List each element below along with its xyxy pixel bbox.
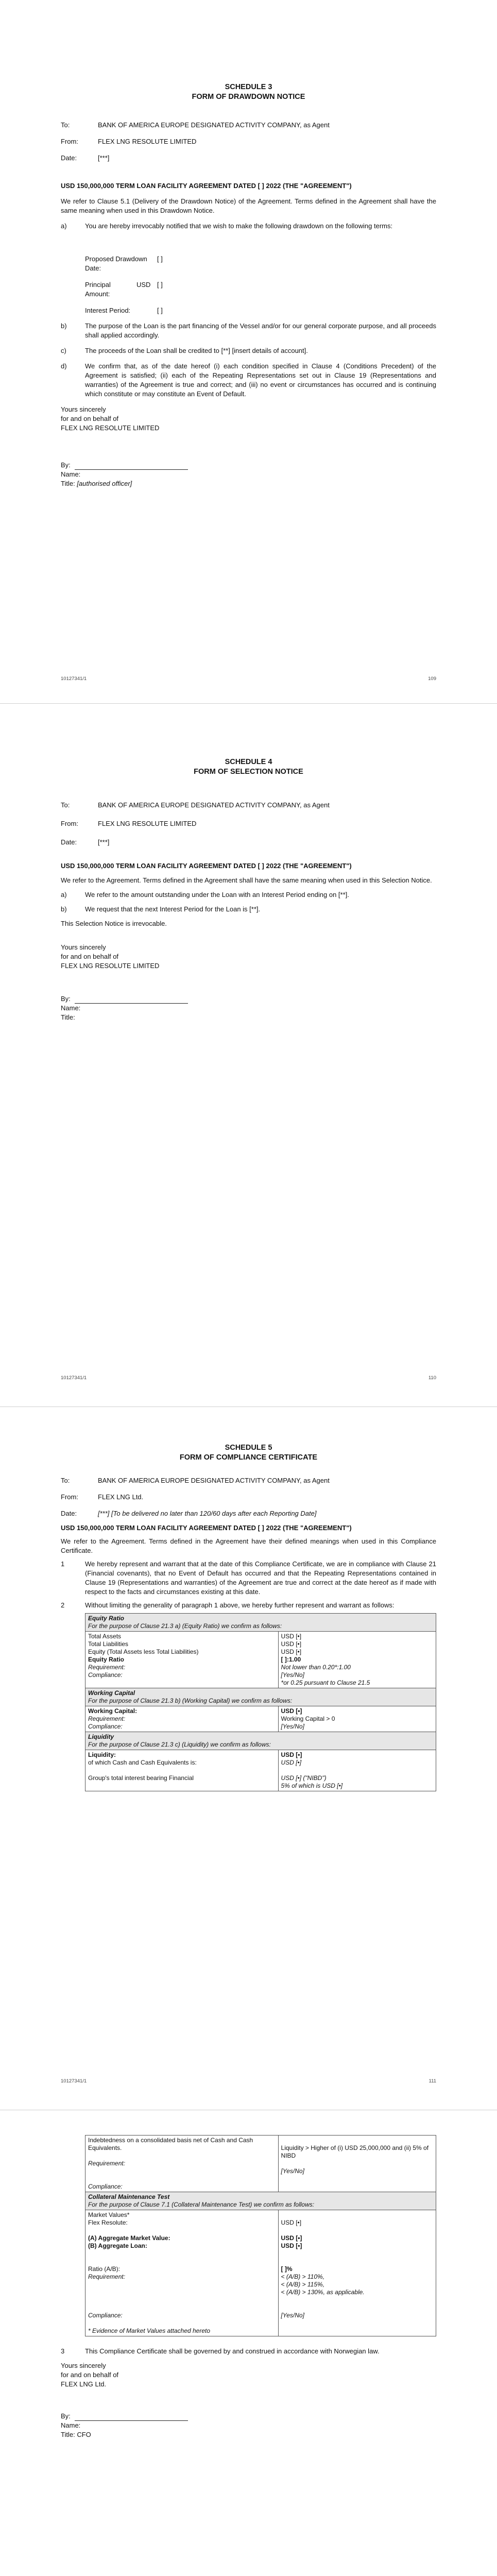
on-behalf: for and on behalf of <box>61 953 119 960</box>
from-field: From: FLEX LNG Ltd. <box>61 1493 144 1501</box>
doc-ref: 10127341/1 <box>61 676 87 682</box>
to-field: To: BANK OF AMERICA EUROPE DESIGNATED ACTIVITY COMPANY, as Agent <box>61 801 330 809</box>
sign-off: Yours sincerely <box>61 2362 106 2369</box>
schedule-title: FORM OF SELECTION NOTICE <box>194 768 303 776</box>
schedule-number: SCHEDULE 3 <box>225 83 272 91</box>
page-content <box>61 2135 436 2439</box>
collateral-labels: Market Values* Flex Resolute: (A) Aggregate Market Value: (B) Aggregate Loan: Ratio (A/B): Requirement: Compliance: * Evidence of Market Values attached hereto <box>85 2210 279 2336</box>
compliance-table <box>85 1613 436 1791</box>
intro-paragraph: We refer to the Agreement. Terms defined in the Agreement have their defined meanings when used in this Compliance Certificate. <box>61 1537 436 1554</box>
page-number: 109 <box>428 676 436 682</box>
intro-paragraph: We refer to the Agreement. Terms defined in the Agreement shall have the same meaning when used in this Selection Notice. <box>61 876 432 884</box>
signatory-company: FLEX LNG RESOLUTE LIMITED <box>61 424 160 432</box>
to-field: To: BANK OF AMERICA EUROPE DESIGNATED ACTIVITY COMPANY, as Agent <box>61 1477 330 1484</box>
agreement-heading: USD 150,000,000 TERM LOAN FACILITY AGREEMENT DATED [ ] 2022 (THE "AGREEMENT") <box>61 182 352 190</box>
from-field: From: FLEX LNG RESOLUTE LIMITED <box>61 138 197 145</box>
signatory-company: FLEX LNG RESOLUTE LIMITED <box>61 962 160 970</box>
date-field: Date: [***] <box>61 838 110 846</box>
signature-name: Name: <box>61 1004 81 1012</box>
equity-ratio-header: Equity Ratio For the purpose of Clause 21.3 a) (Equity Ratio) we confirm as follows: <box>85 1614 436 1632</box>
working-capital-header: Working Capital For the purpose of Clause 21.3 b) (Working Capital) we confirm as follows: <box>85 1688 436 1706</box>
doc-ref: 10127341/1 <box>61 1375 87 1381</box>
clause-a: a) You are hereby irrevocably notified that we wish to make the following drawdown on the following terms: <box>61 222 393 230</box>
signatory-company: FLEX LNG Ltd. <box>61 2380 107 2388</box>
principal-amount-row: Principal Amount: USD [ ] <box>85 281 163 298</box>
collateral-test-header: Collateral Maintenance Test For the purpose of Clause 7.1 (Collateral Maintenance Test) we confirm as follows: <box>85 2192 436 2210</box>
on-behalf: for and on behalf of <box>61 415 119 422</box>
signature-title: Title: <box>61 1013 75 1021</box>
signature-by: By: <box>61 994 436 1004</box>
liquidity-values: USD [•] USD [•] USD [•] ("NIBD") 5% of which is USD [•] <box>278 1750 436 1791</box>
page-footer <box>61 676 436 682</box>
schedule-title: FORM OF COMPLIANCE CERTIFICATE <box>179 1453 318 1462</box>
working-capital-labels: Working Capital: Requirement: Compliance: <box>85 1706 279 1732</box>
page-compliance-continued <box>0 2110 497 2576</box>
date-field: Date: [***] [To be delivered no later than 120/60 days after each Reporting Date] <box>61 1510 317 1517</box>
liquidity-continued-values: Liquidity > Higher of (i) USD 25,000,000 and (ii) 5% of NIBD [Yes/No] <box>278 2136 436 2192</box>
collateral-values: USD [•] USD [•] USD [•] [ ]% < (A/B) > 110%, < (A/B) > 115%, < (A/B) > 130%, as applicable. [Yes/No] <box>278 2210 436 2336</box>
clause-b: b) The purpose of the Loan is the part financing of the Vessel and/or for our general corporate purpose, and all proceeds shall applied accordingly. <box>61 322 436 339</box>
compliance-table-continued <box>85 2135 436 2336</box>
signature-name: Name: <box>61 470 81 478</box>
schedule-title: FORM OF DRAWDOWN NOTICE <box>192 93 305 101</box>
clause-c: c) The proceeds of the Loan shall be credited to [**] [insert details of account]. <box>61 347 308 354</box>
page-number: 111 <box>429 2078 436 2084</box>
clause-2: 2 Without limiting the generality of paragraph 1 above, we hereby further represent and warrant as follows: <box>61 1601 395 1609</box>
signature-line <box>75 463 188 470</box>
signature-title: Title: [authorised officer] <box>61 480 132 487</box>
clause-1: 1 We hereby represent and warrant that at the date of this Compliance Certificate, we are in compliance with Clause 21 (Financial covenants), that no Event of Default has occurred and that the Repeating Representations contained in Clause 19 (Representations and warranties) of the Agreement are true and correct at the date hereof as if made with respect to the facts and circumstances existing at this date. <box>61 1560 436 1596</box>
signature-line <box>75 2414 188 2421</box>
schedule-number: SCHEDULE 5 <box>225 1444 272 1452</box>
page-schedule-3 <box>0 0 497 703</box>
signature-name: Name: <box>61 2421 81 2429</box>
sign-off: Yours sincerely <box>61 943 106 951</box>
on-behalf: for and on behalf of <box>61 2371 119 2379</box>
agreement-heading: USD 150,000,000 TERM LOAN FACILITY AGREEMENT DATED [ ] 2022 (THE "AGREEMENT") <box>61 862 352 870</box>
liquidity-header: Liquidity For the purpose of Clause 21.3 c) (Liquidity) we confirm as follows: <box>85 1732 436 1750</box>
working-capital-values: USD [•] Working Capital > 0 [Yes/No] <box>278 1706 436 1732</box>
page-number: 110 <box>428 1375 436 1381</box>
to-field: To: BANK OF AMERICA EUROPE DESIGNATED ACTIVITY COMPANY, as Agent <box>61 121 330 129</box>
drawdown-date-row: Proposed Drawdown Date: [ ] <box>85 255 163 272</box>
page-footer <box>61 2078 436 2084</box>
agreement-heading: USD 150,000,000 TERM LOAN FACILITY AGREEMENT DATED [ ] 2022 (THE "AGREEMENT") <box>61 1524 352 1532</box>
clause-a: a) We refer to the amount outstanding under the Loan with an Interest Period ending on [**]. <box>61 891 349 899</box>
signature-by: By: <box>61 2412 436 2421</box>
liquidity-labels: Liquidity: of which Cash and Cash Equivalents is: Group's total interest bearing Financial <box>85 1750 279 1791</box>
from-field: From: FLEX LNG RESOLUTE LIMITED <box>61 820 197 827</box>
page-content <box>61 757 436 1022</box>
sign-off: Yours sincerely <box>61 405 106 413</box>
doc-ref: 10127341/1 <box>61 2078 87 2084</box>
signature-line <box>75 997 188 1004</box>
liquidity-continued-labels: Indebtedness on a consolidated basis net of Cash and Cash Equivalents. Requirement: Compliance: <box>85 2136 279 2192</box>
interest-period-row: Interest Period: [ ] <box>85 307 163 314</box>
signature-by: By: <box>61 461 436 470</box>
page-schedule-5 <box>0 1406 497 2110</box>
equity-labels: Total Assets Total Liabilities Equity (Total Assets less Total Liabilities) Equity Ratio Requirement: Compliance: <box>85 1632 279 1688</box>
date-field: Date: [***] <box>61 154 110 162</box>
page-schedule-4 <box>0 703 497 1406</box>
intro-paragraph: We refer to Clause 5.1 (Delivery of the Drawdown Notice) of the Agreement. Terms defined in the Agreement shall have the same meaning when used in this Drawdown Notice. <box>61 197 436 214</box>
page-content <box>61 82 436 488</box>
clause-b: b) We request that the next Interest Period for the Loan is [**]. <box>61 905 261 913</box>
irrevocable-statement: This Selection Notice is irrevocable. <box>61 920 167 927</box>
clause-d: d) We confirm that, as of the date hereof (i) each condition specified in Clause 4 (Conditions Precedent) of the Agreement is satisfied; (ii) each of the Repeating Representations set out in Clause 19 (Representations and warranties) of the Agreement is true and correct; and (iii) no event or circumstances has occurred and is continuing which constitute or may constitute an Event of Default. <box>61 362 436 398</box>
schedule-number: SCHEDULE 4 <box>225 758 272 766</box>
page-footer <box>61 1375 436 1381</box>
clause-3: 3 This Compliance Certificate shall be governed by and construed in accordance with Norwegian law. <box>61 2347 380 2355</box>
signature-title: Title: CFO <box>61 2431 91 2438</box>
equity-values: USD [•] USD [•] USD [•] [ ]:1.00 Not lower than 0.20*:1.00 [Yes/No] *or 0.25 pursuant to Clause 21.5 <box>278 1632 436 1688</box>
page-content <box>61 1443 436 1791</box>
